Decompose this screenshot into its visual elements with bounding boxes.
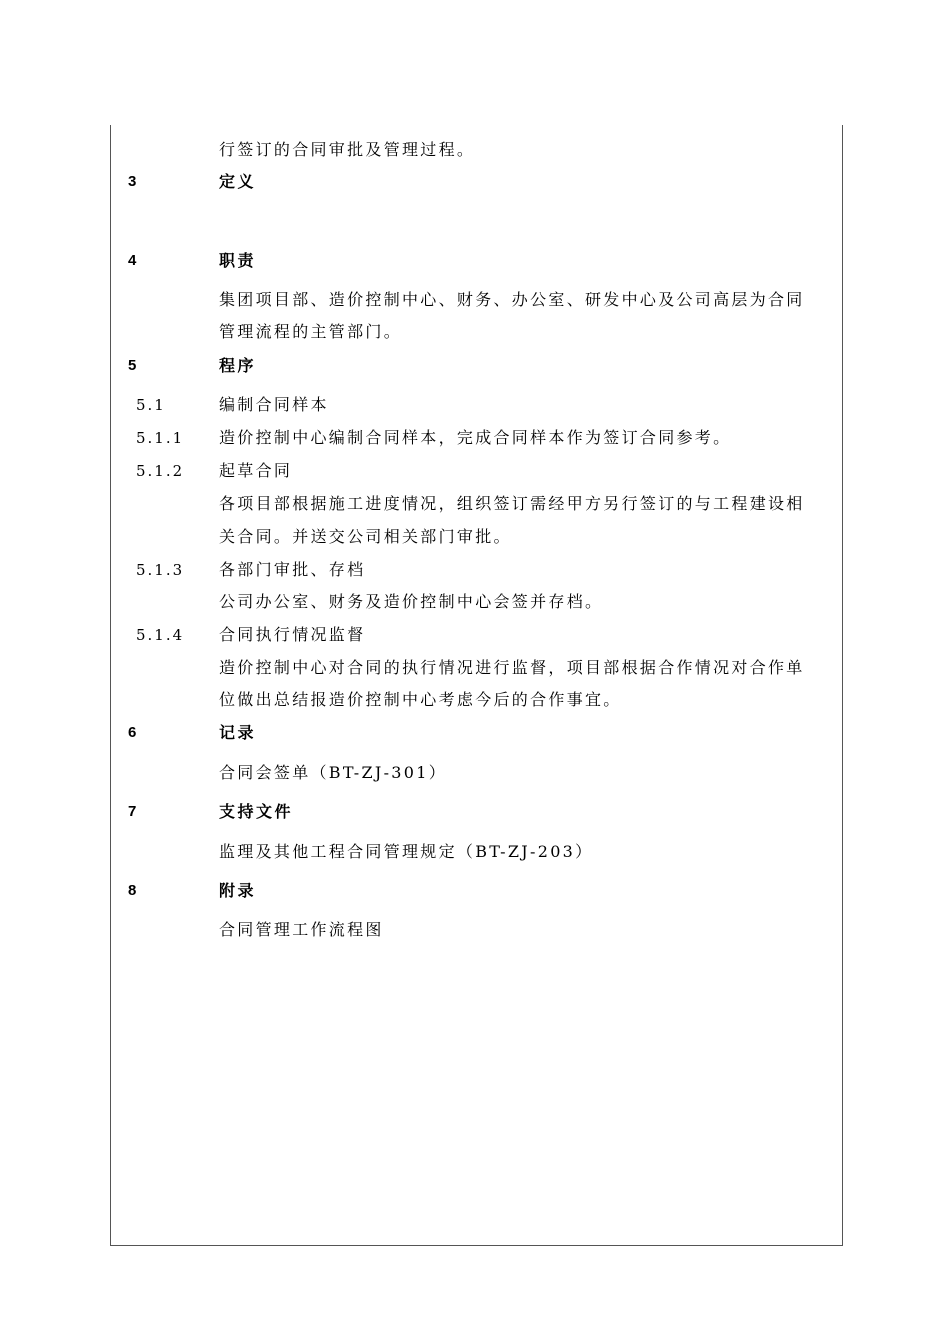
section-6-number: 6 xyxy=(128,724,137,741)
section-3-number: 3 xyxy=(128,173,137,190)
section-5-1-2-body-line-2: 关合同。并送交公司相关部门审批。 xyxy=(219,527,512,546)
section-6-body-line-1: 合同会签单（BT-ZJ-301） xyxy=(219,763,448,782)
section-4-number: 4 xyxy=(128,252,137,269)
section-5-1-number: 5.1 xyxy=(136,396,166,414)
section-7-body-line-1: 监理及其他工程合同管理规定（BT-ZJ-203） xyxy=(219,842,594,861)
section-4-body-line-1: 集团项目部、造价控制中心、财务、办公室、研发中心及公司高层为合同 xyxy=(219,290,805,309)
section-4-title: 职责 xyxy=(219,251,257,270)
section-7-number: 7 xyxy=(128,803,137,820)
section-5-1-2-number: 5.1.2 xyxy=(136,462,185,480)
intro-tail-text: 行签订的合同审批及管理过程。 xyxy=(219,140,476,159)
section-5-1-3-body-line-1: 公司办公室、财务及造价控制中心会签并存档。 xyxy=(219,592,604,611)
section-5-1-1-text: 造价控制中心编制合同样本，完成合同样本作为签订合同参考。 xyxy=(219,428,732,447)
section-8-number: 8 xyxy=(128,882,137,899)
section-5-1-4-body-line-1: 造价控制中心对合同的执行情况进行监督，项目部根据合作情况对合作单 xyxy=(219,658,805,677)
section-8-title: 附录 xyxy=(219,881,257,900)
section-5-1-1-number: 5.1.1 xyxy=(136,429,185,447)
section-8-body-line-1: 合同管理工作流程图 xyxy=(219,920,384,939)
section-5-1-title: 编制合同样本 xyxy=(219,395,329,414)
section-5-1-4-body-line-2: 位做出总结报造价控制中心考虑今后的合作事宜。 xyxy=(219,690,622,709)
section-6-title: 记录 xyxy=(219,723,257,742)
section-3-title: 定义 xyxy=(219,172,257,191)
section-5-1-4-number: 5.1.4 xyxy=(136,626,185,644)
section-5-1-2-body-line-1: 各项目部根据施工进度情况，组织签订需经甲方另行签订的与工程建设相 xyxy=(219,494,805,513)
section-5-1-4-title: 合同执行情况监督 xyxy=(219,625,366,644)
section-5-1-3-number: 5.1.3 xyxy=(136,561,185,579)
section-5-title: 程序 xyxy=(219,356,257,375)
section-7-title: 支持文件 xyxy=(219,802,294,821)
section-4-body-line-2: 管理流程的主管部门。 xyxy=(219,322,403,341)
section-5-1-3-title: 各部门审批、存档 xyxy=(219,560,366,579)
section-5-number: 5 xyxy=(128,357,137,374)
section-5-1-2-title: 起草合同 xyxy=(219,461,293,480)
